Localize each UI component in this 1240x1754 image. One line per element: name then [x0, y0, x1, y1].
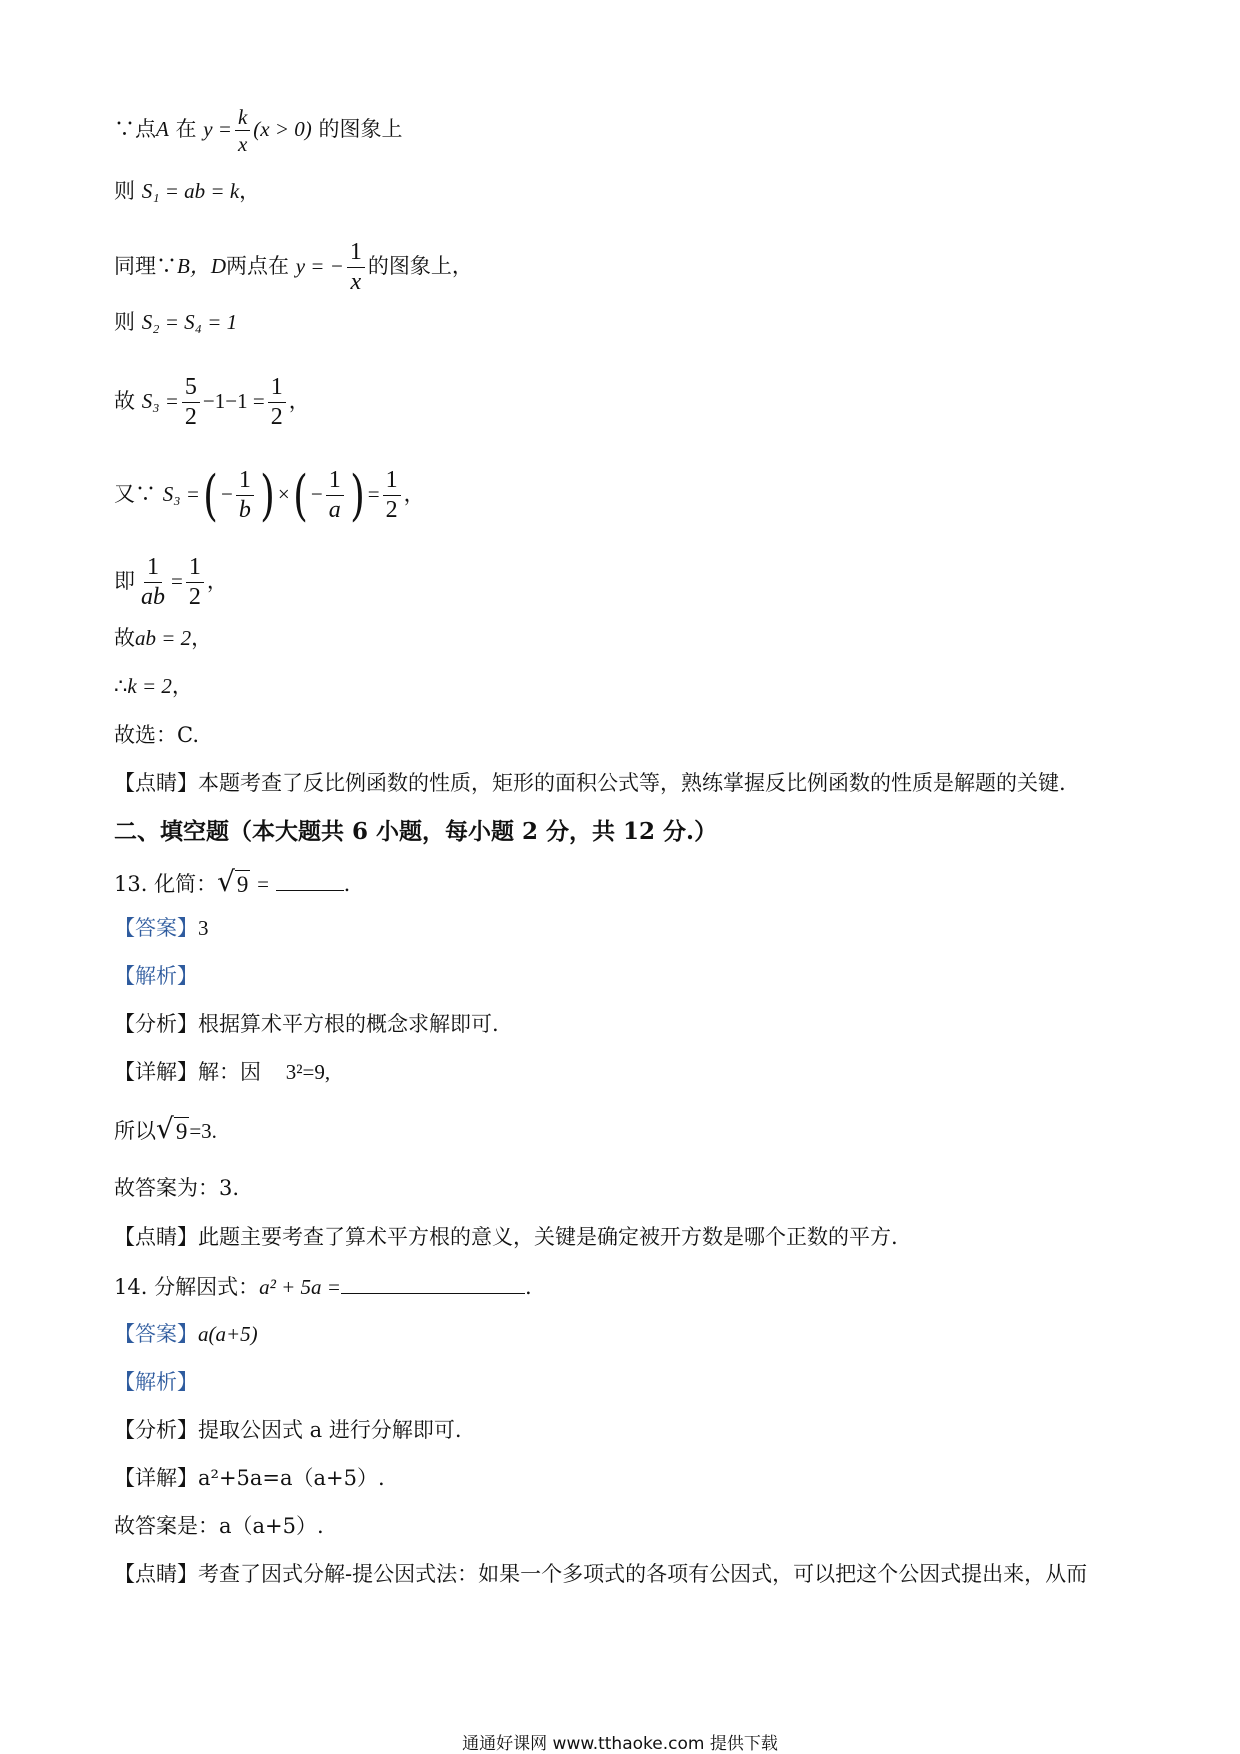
denominator: x	[350, 269, 362, 296]
answer-blank	[341, 1275, 525, 1294]
denominator: ab	[141, 584, 165, 611]
text: ∴	[114, 674, 128, 698]
math-points: B，D	[177, 254, 226, 279]
radicand: 9	[236, 872, 249, 897]
minus-sign: −	[310, 482, 323, 507]
math-lhs: S₃ =	[162, 482, 200, 507]
line-choice: 故选：C.	[114, 723, 199, 747]
question-14	[114, 1275, 532, 1298]
text: 两点在	[226, 254, 289, 279]
radical-sign: √	[156, 1112, 174, 1145]
math-eq: S₂ = S₄ = 1	[141, 310, 238, 334]
math-eq: k = 2	[127, 674, 172, 698]
xiangjie-13	[114, 1062, 330, 1083]
numerator: k	[235, 106, 250, 131]
line-point-a-on-graph	[114, 106, 402, 155]
answer-14	[114, 1324, 258, 1345]
guda-14: 故答案是：a（a+5）.	[114, 1514, 324, 1538]
line-k-2	[114, 676, 193, 697]
text: 又∵	[114, 482, 156, 507]
numerator: 1	[326, 468, 344, 496]
text: ，	[191, 626, 213, 650]
right-paren: )	[260, 463, 275, 527]
text: ，	[171, 674, 193, 698]
denominator: x	[237, 132, 248, 157]
line-ab-fraction	[114, 555, 228, 610]
text: 【详解】解：因	[114, 1060, 261, 1084]
analysis-tag-14: 【解析】	[114, 1370, 198, 1394]
fraction	[236, 468, 254, 523]
question-label: 14. 分解因式：	[114, 1275, 260, 1299]
math: 3²=9,	[285, 1060, 331, 1084]
text: .	[343, 872, 351, 896]
sqrt-expression	[217, 865, 250, 898]
answer-tag: 【答案】	[114, 916, 198, 940]
math-a: A	[156, 117, 169, 142]
suoyi-13	[114, 1112, 217, 1145]
denominator: a	[328, 497, 341, 524]
left-paren: (	[203, 463, 218, 527]
page-footer: 通通好课网 www.tthaoke.com 提供下载	[462, 1734, 778, 1754]
numerator: 1	[144, 555, 162, 583]
equals-sign: =	[171, 569, 183, 594]
math-mid: −1−1 =	[202, 389, 265, 414]
fenxi-13: 【分析】根据算术平方根的概念求解即可.	[114, 1012, 499, 1036]
right-paren: )	[349, 463, 365, 527]
fraction	[186, 555, 204, 610]
left-paren: (	[292, 463, 308, 527]
numerator: 1	[347, 240, 365, 268]
math-eq: S₁ = ab = k	[141, 179, 240, 203]
denominator: 2	[270, 404, 283, 431]
math-eq: ab = 2	[135, 626, 192, 650]
equals-sign: =	[367, 482, 380, 507]
answer-13	[114, 918, 209, 939]
times-sign: ×	[277, 482, 290, 507]
line-s2-s4	[114, 312, 237, 333]
answer-tag: 【答案】	[114, 1322, 198, 1346]
numerator: 1	[268, 375, 286, 403]
math-eq: y = −	[295, 254, 344, 279]
text: 的图象上	[318, 117, 403, 142]
minus-sign: −	[221, 482, 233, 507]
answer-value: 3	[198, 916, 209, 940]
fraction	[326, 468, 344, 523]
numerator: 1	[236, 468, 254, 496]
line-s3-value	[114, 375, 310, 430]
fenxi-14: 【分析】提取公因式 a 进行分解即可.	[114, 1418, 462, 1442]
question-label: 13. 化简：	[114, 872, 218, 896]
sqrt-expression	[156, 1112, 189, 1145]
denominator: 2	[385, 497, 398, 524]
text: ，	[288, 389, 310, 414]
text: 即	[114, 569, 135, 594]
answer-blank	[276, 872, 344, 891]
section-heading: 二、填空题（本大题共 6 小题，每小题 2 分，共 12 分.）	[114, 818, 718, 845]
denominator: b	[238, 497, 251, 524]
text: .	[524, 1275, 532, 1299]
fraction	[138, 555, 168, 610]
text: 故	[114, 389, 135, 414]
text: 的图象上，	[367, 254, 473, 279]
denominator: 2	[188, 584, 201, 611]
numerator: 1	[383, 468, 401, 496]
analysis-tag-13: 【解析】	[114, 964, 198, 988]
answer-value: a(a+5)	[198, 1322, 258, 1346]
line-bd-on-graph	[114, 240, 473, 295]
text: ，	[403, 482, 425, 507]
xiangjie-14: 【详解】a²+5a=a（a+5）.	[114, 1466, 385, 1490]
text: 所以	[114, 1119, 156, 1143]
text: 在	[175, 117, 197, 142]
text: ，	[239, 179, 261, 203]
denominator: 2	[184, 404, 197, 431]
math-expr: a² + 5a =	[259, 1275, 341, 1299]
fraction	[383, 468, 401, 523]
math-lhs: S₃ =	[141, 389, 179, 414]
line-ab-2	[114, 628, 212, 649]
fraction	[268, 375, 286, 430]
text: ∵点	[114, 117, 156, 142]
math-eq: y =	[203, 117, 232, 142]
numerator: 5	[182, 375, 200, 403]
numerator: 1	[186, 555, 204, 583]
equals-sign: =	[257, 872, 269, 896]
text: 故	[114, 626, 135, 650]
guda-13: 故答案为：3.	[114, 1176, 240, 1200]
dianjing-13: 【点睛】此题主要考查了算术平方根的意义，关键是确定被开方数是哪个正数的平方.	[114, 1225, 898, 1249]
text: =3.	[189, 1119, 217, 1143]
radical-sign: √	[217, 865, 235, 898]
text: 则	[114, 310, 135, 334]
fraction-1-over-x	[347, 240, 365, 295]
fraction-k-over-x	[235, 106, 250, 155]
radicand: 9	[175, 1119, 188, 1144]
condition: (x > 0)	[253, 117, 312, 142]
fraction	[182, 375, 200, 430]
question-13	[114, 865, 351, 898]
line-s3-product	[114, 463, 425, 527]
text: ，	[206, 569, 228, 594]
line-dianjing-12: 【点睛】本题考查了反比例函数的性质，矩形的面积公式等，熟练掌握反比例函数的性质是解题的关键.	[114, 771, 1066, 795]
text: 同理∵	[114, 254, 177, 279]
text: 则	[114, 179, 135, 203]
dianjing-14: 【点睛】考查了因式分解-提公因式法：如果一个多项式的各项有公因式，可以把这个公因式提出来，从而	[114, 1562, 1088, 1586]
line-s1-eq	[114, 181, 260, 202]
